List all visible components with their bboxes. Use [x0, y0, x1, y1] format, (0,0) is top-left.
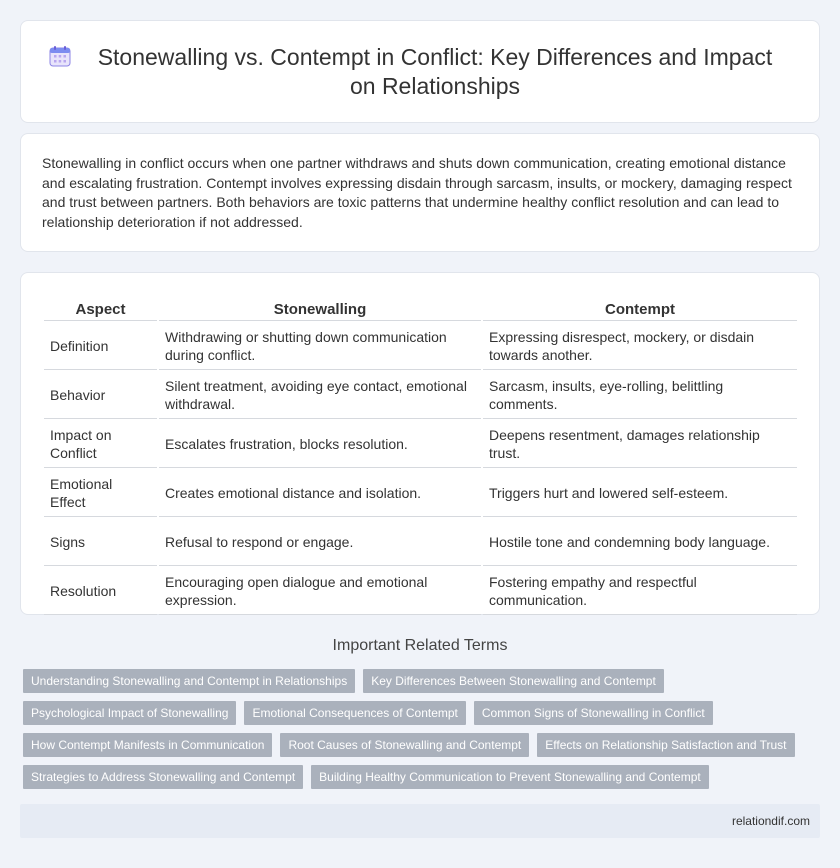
related-term-tag[interactable]: How Contempt Manifests in Communication [23, 733, 272, 757]
row-aspect: Definition [44, 323, 157, 370]
header-contempt: Contempt [483, 299, 797, 321]
row-contempt: Sarcasm, insults, eye-rolling, belittling comments. [483, 372, 797, 419]
row-aspect: Signs [44, 519, 157, 566]
tag-row [23, 733, 813, 757]
tag-row [23, 701, 813, 725]
page-title: Stonewalling vs. Contempt in Conflict: Key Differences and Impact on Relationships [97, 44, 773, 99]
row-stonewalling: Silent treatment, avoiding eye contact, emotional withdrawal. [159, 372, 481, 419]
footer [20, 804, 820, 838]
row-aspect: Behavior [44, 372, 157, 419]
table-row [44, 421, 797, 468]
intro-card [20, 133, 820, 252]
table-header-row [44, 299, 797, 321]
row-contempt: Triggers hurt and lowered self-esteem. [483, 470, 797, 517]
header-aspect: Aspect [44, 299, 157, 321]
row-stonewalling: Encouraging open dialogue and emotional expression. [159, 568, 481, 615]
title-card [20, 20, 820, 123]
table-row [44, 519, 797, 566]
table-row [44, 470, 797, 517]
related-terms-list [23, 669, 813, 797]
related-term-tag[interactable]: Effects on Relationship Satisfaction and Trust [537, 733, 794, 757]
table-row [44, 372, 797, 419]
related-term-tag[interactable]: Psychological Impact of Stonewalling [23, 701, 236, 725]
intro-paragraph: Stonewalling in conflict occurs when one partner withdraws and shuts down communication, creating emotional distance and escalating frustration. Contempt involves expressing disdain through sarcasm, insults, or mockery, damaging respect and trust between partners. Both behaviors are toxic patterns that undermine healthy conflict resolution and can lead to relationship deterioration if not addressed. [42, 155, 792, 230]
header-stonewalling: Stonewalling [159, 299, 481, 321]
row-contempt: Fostering empathy and respectful communication. [483, 568, 797, 615]
related-term-tag[interactable]: Understanding Stonewalling and Contempt in Relationships [23, 669, 355, 693]
row-stonewalling: Creates emotional distance and isolation. [159, 470, 481, 517]
row-contempt: Expressing disrespect, mockery, or disdain towards another. [483, 323, 797, 370]
related-term-tag[interactable]: Root Causes of Stonewalling and Contempt [280, 733, 529, 757]
row-aspect: Emotional Effect [44, 470, 157, 517]
row-aspect: Resolution [44, 568, 157, 615]
related-term-tag[interactable]: Building Healthy Communication to Prevent Stonewalling and Contempt [311, 765, 709, 789]
footer-site-link[interactable]: relationdif.com [731, 814, 810, 828]
table-row [44, 568, 797, 615]
row-stonewalling: Withdrawing or shutting down communication during conflict. [159, 323, 481, 370]
related-term-tag[interactable]: Strategies to Address Stonewalling and Contempt [23, 765, 303, 789]
table-row [44, 323, 797, 370]
related-term-tag[interactable]: Emotional Consequences of Contempt [244, 701, 465, 725]
row-contempt: Hostile tone and condemning body language. [483, 519, 797, 566]
tag-row [23, 669, 813, 693]
row-contempt: Deepens resentment, damages relationship trust. [483, 421, 797, 468]
related-term-tag[interactable]: Key Differences Between Stonewalling and Contempt [363, 669, 664, 693]
related-terms-title: Important Related Terms [332, 637, 508, 654]
comparison-card [20, 272, 820, 615]
comparison-table [42, 297, 799, 617]
tag-row [23, 765, 813, 789]
row-stonewalling: Escalates frustration, blocks resolution. [159, 421, 481, 468]
related-term-tag[interactable]: Common Signs of Stonewalling in Conflict [474, 701, 713, 725]
row-stonewalling: Refusal to respond or engage. [159, 519, 481, 566]
row-aspect: Impact on Conflict [44, 421, 157, 468]
